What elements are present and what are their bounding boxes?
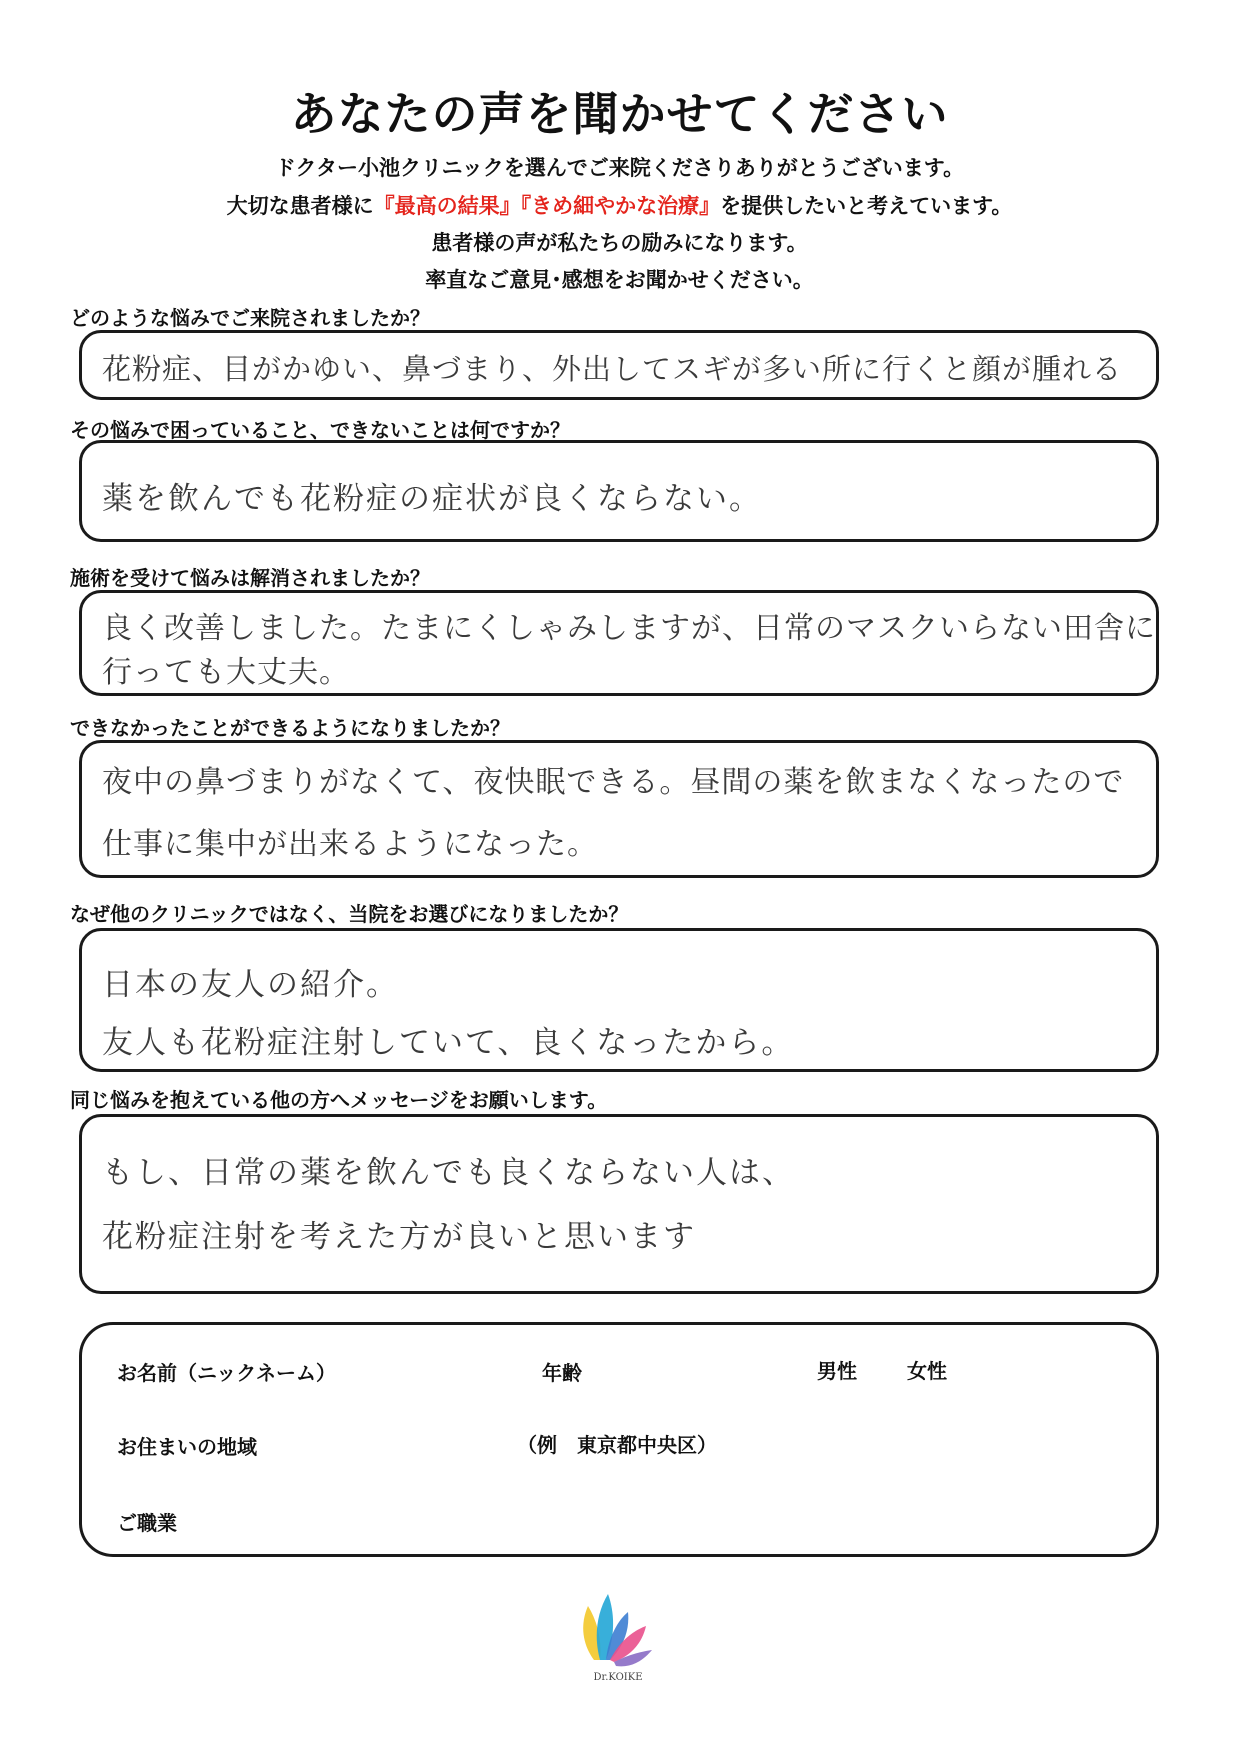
answer-box-5 [79,928,1159,1072]
question-2-label: その悩みで困っていること、できないことは何ですか？ [70,418,570,442]
answer-4-line-2: 仕事に集中が出来るようになった。 [102,827,598,862]
question-4-label: できなかったことができるようになりましたか？ [70,716,510,740]
answer-5-line-1: 日本の友人の紹介。 [102,967,399,1003]
answer-4-line-1: 夜中の鼻づまりがなくて、夜快眠できる。昼間の薬を飲まなくなったので [102,765,1125,800]
answer-5-line-2: 友人も花粉症注射していて、良くなったから。 [102,1025,795,1061]
answer-6-line-2: 花粉症注射を考えた方が良いと思います [102,1219,696,1255]
answer-box-2 [79,440,1159,542]
logo-text: Dr.KOIKE [593,1672,643,1683]
answer-1-line-1: 花粉症、目がかゆい、鼻づまり、外出してスギが多い所に行くと顔が腫れる [102,352,1123,386]
intro-line-2-pre: 大切な患者様に [226,194,374,218]
intro-highlight: 『最高の結果』『きめ細やかな治療』 [373,194,721,218]
respondent-info-box [79,1322,1159,1557]
answer-3-line-2: 行っても大丈夫。 [102,655,350,690]
intro-line-2 [0,190,1239,220]
question-1-label: どのような悩みでご来院されましたか？ [70,306,430,330]
intro-line-4: 率直なご意見･感想をお聞かせください。 [425,268,814,292]
intro-line-2-post: を提供したいと考えています。 [720,194,1013,218]
occupation-label: ご職業 [117,1511,177,1535]
dr-koike-logo-icon [580,1588,654,1672]
name-label: お名前（ニックネーム） [117,1361,336,1385]
question-6-label: 同じ悩みを抱えている他の方へメッセージをお願いします。 [70,1088,608,1112]
female-label: 女性 [907,1359,947,1383]
intro-line-1: ドクター小池クリニックを選んでご来院くださりありがとうございます。 [274,156,965,180]
answer-box-4 [79,740,1159,878]
answer-6-line-1: もし、日常の薬を飲んでも良くならない人は、 [102,1155,795,1191]
answer-box-6 [79,1114,1159,1294]
intro-line-3: 患者様の声が私たちの励みになります。 [431,231,808,255]
age-label: 年齢 [542,1361,582,1385]
answer-3-line-1: 良く改善しました。たまにくしゃみしますが、日常のマスクいらない田舎に [102,611,1156,646]
question-5-label: なぜ他のクリニックではなく、当院をお選びになりましたか？ [70,902,629,926]
answer-box-3 [79,590,1159,696]
answer-2-line-1: 薬を飲んでも花粉症の症状が良くならない。 [102,481,762,517]
question-3-label: 施術を受けて悩みは解消されましたか？ [70,566,430,590]
answer-box-1 [79,330,1159,400]
region-label: お住まいの地域 [117,1435,257,1459]
page-title: あなたの声を聞かせてください [290,87,949,141]
male-label: 男性 [817,1359,857,1383]
region-example: （例 東京都中央区） [517,1433,717,1457]
